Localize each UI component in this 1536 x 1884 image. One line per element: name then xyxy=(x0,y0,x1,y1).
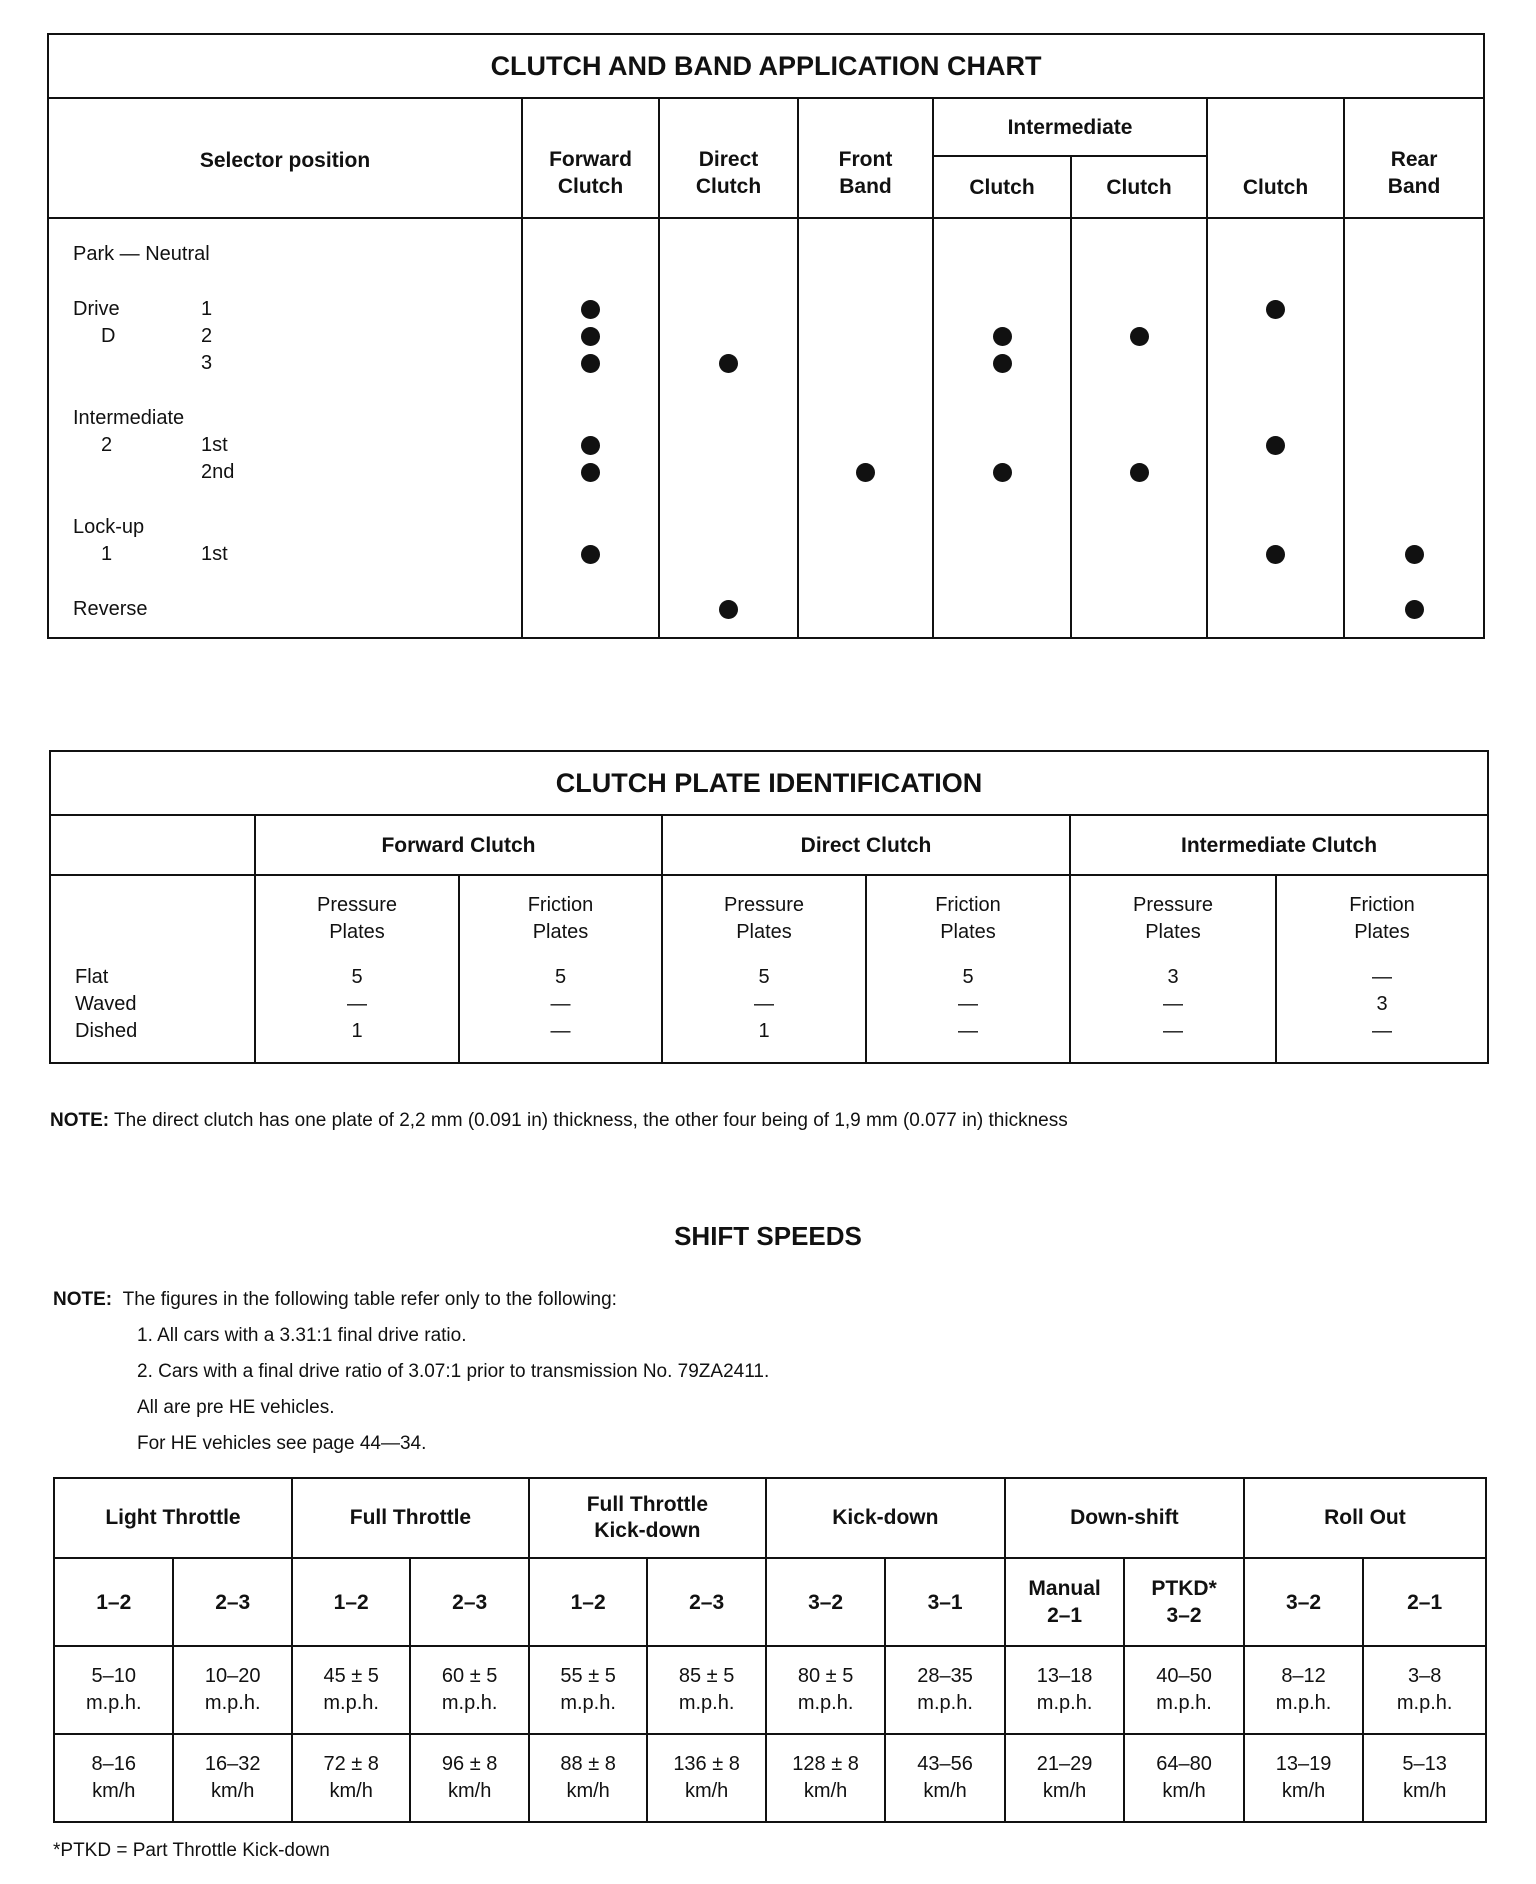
applied-dot-icon xyxy=(993,463,1012,482)
plate-count: 5 xyxy=(962,966,974,988)
applied-dot-icon xyxy=(1130,327,1149,346)
row-label-dished: Dished xyxy=(75,1020,138,1042)
plate-count: — xyxy=(1372,966,1393,988)
plate-corner-cell xyxy=(50,815,255,875)
selector-line xyxy=(73,405,521,432)
plate-subheader: Pressure Plates xyxy=(1132,894,1214,943)
plate-count: 5 xyxy=(758,966,770,988)
shift-speed-kmh: 96 ± 8 km/h xyxy=(410,1734,528,1822)
plate-note xyxy=(50,1110,1068,1132)
shift-speed-kmh: 5–13 km/h xyxy=(1363,1734,1486,1822)
shift-speed-mph: 28–35 m.p.h. xyxy=(885,1646,1005,1734)
clutch-band-application-chart xyxy=(47,33,1485,639)
selector-label: Drive xyxy=(73,298,120,320)
plate-count: — xyxy=(1372,1020,1393,1042)
selector-gear: 1st xyxy=(201,543,228,565)
plate-subheader: Pressure Plates xyxy=(723,894,805,943)
applied-dot-icon xyxy=(581,327,600,346)
forward-clutch-header: Forward Clutch xyxy=(522,98,659,218)
selector-line xyxy=(73,296,521,323)
shift-speeds-table xyxy=(53,1477,1487,1823)
plate-count: — xyxy=(1163,1020,1183,1042)
applied-dot-icon xyxy=(581,436,600,455)
selector-line xyxy=(73,350,521,377)
applied-dot-icon xyxy=(581,463,600,482)
plate-subheader: Friction Plates xyxy=(1349,894,1415,943)
clutch-plate-identification-table xyxy=(49,750,1489,1064)
plate-count: 3 xyxy=(1376,993,1388,1015)
plate-count: — xyxy=(550,993,571,1015)
shift-group-header: Roll Out xyxy=(1244,1478,1486,1558)
shift-subheader: 3–1 xyxy=(885,1558,1005,1646)
applied-dot-icon xyxy=(581,545,600,564)
plate-subheader: Friction Plates xyxy=(527,894,594,943)
shift-speed-kmh: 136 ± 8 km/h xyxy=(647,1734,765,1822)
direct-clutch-column xyxy=(659,218,798,638)
shift-subheader: 3–2 xyxy=(766,1558,885,1646)
selector-label: Reverse xyxy=(73,598,148,620)
plate-count: — xyxy=(754,993,774,1015)
selector-gear: 3 xyxy=(201,352,213,374)
shift-speed-mph: 10–20 m.p.h. xyxy=(173,1646,291,1734)
shift-note-item: All are pre HE vehicles. xyxy=(137,1397,335,1418)
direct-clutch-header: Direct Clutch xyxy=(659,98,798,218)
shift-speed-kmh: 16–32 km/h xyxy=(173,1734,291,1822)
row-label-flat: Flat xyxy=(75,966,109,988)
clutch-header: Clutch xyxy=(1207,98,1344,218)
ptkd-footnote: *PTKD = Part Throttle Kick-down xyxy=(53,1840,330,1861)
applied-dot-icon xyxy=(1266,300,1285,319)
shift-group-header: Kick-down xyxy=(766,1478,1005,1558)
selector-line xyxy=(73,596,521,623)
shift-subheader: 2–3 xyxy=(173,1558,291,1646)
direct-pressure-plates-column xyxy=(662,875,866,1063)
front-band-header: Front Band xyxy=(798,98,933,218)
shift-speed-mph: 5–10 m.p.h. xyxy=(54,1646,173,1734)
plate-subheader: Friction Plates xyxy=(935,894,1001,943)
shift-note-label: NOTE: xyxy=(53,1289,113,1310)
shift-speed-kmh: 43–56 km/h xyxy=(885,1734,1005,1822)
forward-pressure-plates-column xyxy=(255,875,459,1063)
selector-column xyxy=(48,218,522,638)
shift-group-header: Light Throttle xyxy=(54,1478,292,1558)
shift-note-item: 1. All cars with a 3.31:1 final drive ratio. xyxy=(137,1325,467,1346)
applied-dot-icon xyxy=(1266,545,1285,564)
applied-dot-icon xyxy=(993,354,1012,373)
selector-line xyxy=(73,541,521,568)
shift-subheader: 1–2 xyxy=(529,1558,647,1646)
shift-speeds-note xyxy=(53,1282,769,1462)
plate-count: 1 xyxy=(758,1020,770,1042)
shift-speed-mph: 3–8 m.p.h. xyxy=(1363,1646,1486,1734)
selector-position-header: Selector position xyxy=(48,98,522,218)
shift-subheader: Manual 2–1 xyxy=(1005,1558,1124,1646)
shift-speed-mph: 85 ± 5 m.p.h. xyxy=(647,1646,765,1734)
shift-group-header: Full Throttle Kick-down xyxy=(529,1478,766,1558)
selector-label: Lock-up xyxy=(73,516,145,538)
applied-dot-icon xyxy=(581,300,600,319)
chart-title: CLUTCH AND BAND APPLICATION CHART xyxy=(48,34,1484,98)
intermediate-pressure-plates-column xyxy=(1070,875,1276,1063)
selector-line xyxy=(73,459,521,486)
shift-subheader: 2–3 xyxy=(410,1558,528,1646)
plate-note-label: NOTE: xyxy=(50,1110,110,1131)
applied-dot-icon xyxy=(1405,545,1424,564)
applied-dot-icon xyxy=(719,600,738,619)
intermediate-clutch-b-header: Clutch xyxy=(1071,156,1207,218)
applied-dot-icon xyxy=(1266,436,1285,455)
rear-band-header: Rear Band xyxy=(1344,98,1484,218)
applied-dot-icon xyxy=(993,327,1012,346)
selector-gear: 1 xyxy=(201,298,213,320)
shift-subheader: 3–2 xyxy=(1244,1558,1363,1646)
forward-clutch-column xyxy=(522,218,659,638)
plate-row-labels xyxy=(50,875,255,1063)
plate-count: 3 xyxy=(1167,966,1179,988)
intermediate-clutch-a-header: Clutch xyxy=(933,156,1071,218)
shift-speed-mph: 13–18 m.p.h. xyxy=(1005,1646,1124,1734)
shift-speed-kmh: 21–29 km/h xyxy=(1005,1734,1124,1822)
applied-dot-icon xyxy=(856,463,875,482)
applied-dot-icon xyxy=(581,354,600,373)
selector-label: D xyxy=(101,325,116,347)
selector-label: 1 xyxy=(101,543,113,565)
shift-subheader: 2–3 xyxy=(647,1558,765,1646)
plate-count: 5 xyxy=(554,966,567,988)
forward-clutch-group-header: Forward Clutch xyxy=(255,815,662,875)
selector-label: 2 xyxy=(101,434,113,456)
shift-speed-kmh: 88 ± 8 km/h xyxy=(529,1734,647,1822)
front-band-column xyxy=(798,218,933,638)
plate-table-title: CLUTCH PLATE IDENTIFICATION xyxy=(50,751,1488,815)
shift-speed-kmh: 8–16 km/h xyxy=(54,1734,173,1822)
plate-count: 1 xyxy=(351,1020,363,1042)
shift-speed-mph: 8–12 m.p.h. xyxy=(1244,1646,1363,1734)
shift-speed-mph: 40–50 m.p.h. xyxy=(1124,1646,1244,1734)
selector-gear: 2nd xyxy=(201,461,235,483)
selector-line xyxy=(73,432,521,459)
selector-line xyxy=(73,514,521,541)
shift-speed-kmh: 128 ± 8 km/h xyxy=(766,1734,885,1822)
shift-note-intro: The figures in the following table refer only to the following: xyxy=(122,1289,617,1310)
forward-friction-plates-column xyxy=(459,875,662,1063)
rear-band-column xyxy=(1344,218,1484,638)
intermediate-clutch-a-column xyxy=(933,218,1071,638)
selector-line xyxy=(73,323,521,350)
shift-group-header: Full Throttle xyxy=(292,1478,529,1558)
intermediate-clutch-b-column xyxy=(1071,218,1207,638)
plate-count: — xyxy=(347,993,367,1015)
applied-dot-icon xyxy=(1405,600,1424,619)
selector-line xyxy=(73,241,521,268)
shift-speeds-heading: SHIFT SPEEDS xyxy=(674,1221,862,1251)
selector-gear: 2 xyxy=(201,325,213,347)
direct-clutch-group-header: Direct Clutch xyxy=(662,815,1070,875)
intermediate-clutch-group-header: Intermediate Clutch xyxy=(1070,815,1488,875)
applied-dot-icon xyxy=(719,354,738,373)
shift-group-header: Down-shift xyxy=(1005,1478,1244,1558)
shift-subheader: PTKD* 3–2 xyxy=(1124,1558,1244,1646)
plate-subheader: Pressure Plates xyxy=(316,894,398,943)
shift-subheader: 1–2 xyxy=(292,1558,410,1646)
shift-subheader: 1–2 xyxy=(54,1558,173,1646)
shift-speed-mph: 45 ± 5 m.p.h. xyxy=(292,1646,410,1734)
intermediate-header: Intermediate xyxy=(933,98,1207,156)
shift-speed-kmh: 72 ± 8 km/h xyxy=(292,1734,410,1822)
plate-count: — xyxy=(1163,993,1183,1015)
row-label-waved: Waved xyxy=(75,993,137,1015)
selector-label: Park — Neutral xyxy=(73,243,210,265)
shift-speed-mph: 80 ± 5 m.p.h. xyxy=(766,1646,885,1734)
shift-speed-mph: 60 ± 5 m.p.h. xyxy=(410,1646,528,1734)
plate-count: 5 xyxy=(351,966,363,988)
clutch-column xyxy=(1207,218,1344,638)
plate-count: — xyxy=(958,993,978,1015)
shift-speed-kmh: 13–19 km/h xyxy=(1244,1734,1363,1822)
selector-label: Intermediate xyxy=(73,407,185,429)
plate-note-text: The direct clutch has one plate of 2,2 mm (0.091 in) thickness, the other four being of 1,9 mm (0.077 in) thickness xyxy=(109,1110,1068,1131)
shift-note-item: 2. Cars with a final drive ratio of 3.07:1 prior to transmission No. 79ZA2411. xyxy=(137,1361,770,1382)
shift-speed-kmh: 64–80 km/h xyxy=(1124,1734,1244,1822)
shift-subheader: 2–1 xyxy=(1363,1558,1486,1646)
intermediate-friction-plates-column xyxy=(1276,875,1488,1063)
shift-speed-mph: 55 ± 5 m.p.h. xyxy=(529,1646,647,1734)
applied-dot-icon xyxy=(1130,463,1149,482)
plate-count: — xyxy=(550,1020,571,1042)
direct-friction-plates-column xyxy=(866,875,1070,1063)
shift-note-item: For HE vehicles see page 44—34. xyxy=(137,1433,427,1454)
selector-gear: 1st xyxy=(201,434,228,456)
plate-count: — xyxy=(958,1020,978,1042)
